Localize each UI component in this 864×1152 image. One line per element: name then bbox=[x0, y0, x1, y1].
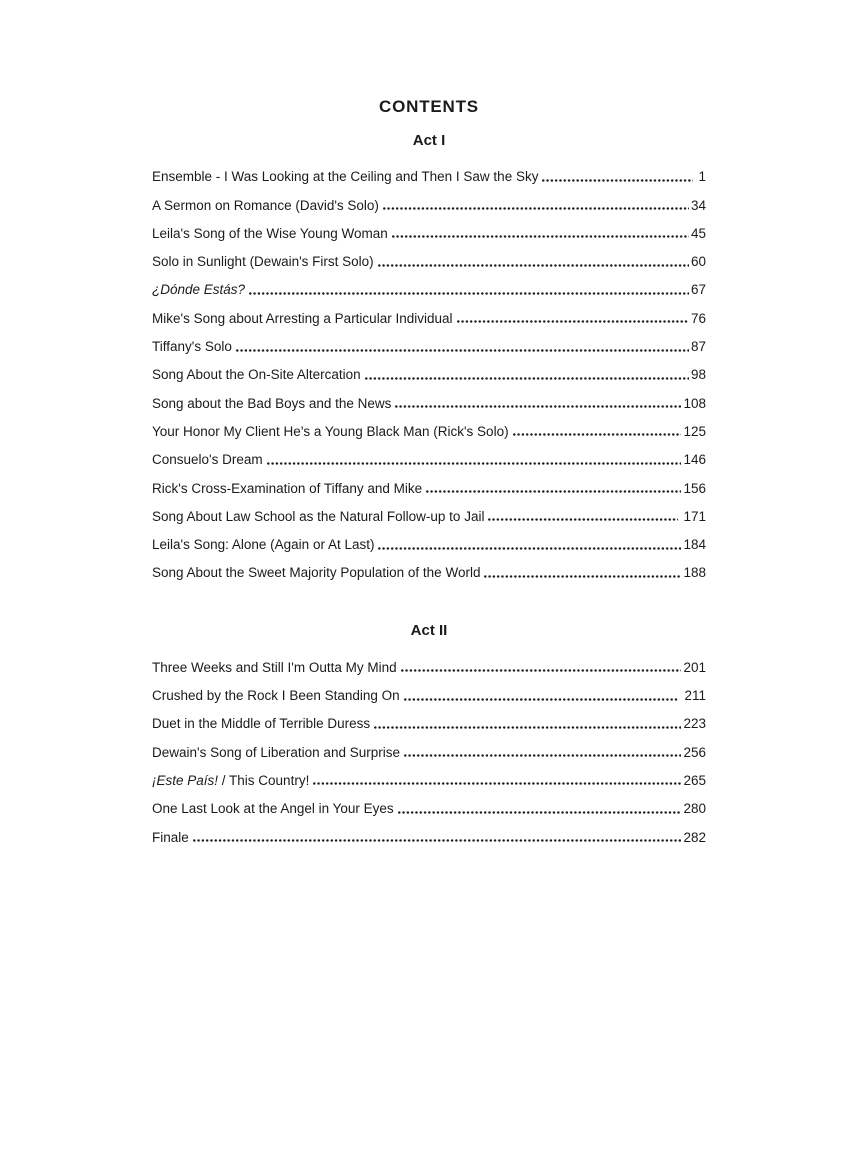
toc-entry bbox=[152, 647, 706, 675]
entry-title: Song About Law School as the Natural Follow-up to Jail bbox=[152, 508, 485, 524]
toc-entry bbox=[152, 497, 706, 525]
entry-list bbox=[152, 647, 706, 845]
entry-page-number: 171 bbox=[679, 508, 706, 524]
entry-page-number: 60 bbox=[690, 254, 706, 270]
toc-entry bbox=[152, 761, 706, 789]
page-title: CONTENTS bbox=[379, 97, 479, 116]
entry-title: Rick's Cross-Examination of Tiffany and Mike bbox=[152, 480, 423, 496]
entry-page-number: 256 bbox=[683, 744, 706, 760]
entry-title: ¿Dónde Estás? bbox=[152, 282, 246, 298]
toc-entry bbox=[152, 185, 706, 213]
entry-page-number: 98 bbox=[690, 367, 706, 383]
entry-title: Consuelo's Dream bbox=[152, 452, 263, 468]
dot-leader bbox=[398, 811, 682, 814]
dot-leader bbox=[383, 207, 689, 210]
entry-page-number: 76 bbox=[690, 310, 706, 326]
dot-leader bbox=[236, 349, 689, 352]
dot-leader bbox=[488, 518, 677, 521]
toc-entry bbox=[152, 676, 706, 704]
act-heading: Act II bbox=[410, 622, 448, 640]
entry-title: Tiffany's Solo bbox=[152, 339, 232, 355]
dot-leader bbox=[542, 179, 692, 182]
entry-page-number: 156 bbox=[683, 480, 706, 496]
entry-title: Crushed by the Rock I Been Standing On bbox=[152, 688, 400, 704]
dot-leader bbox=[378, 547, 681, 550]
toc-entry bbox=[152, 327, 706, 355]
entry-page-number: 108 bbox=[683, 395, 706, 411]
dot-leader bbox=[365, 377, 689, 380]
entry-page-number: 265 bbox=[683, 772, 706, 788]
entry-page-number: 223 bbox=[683, 716, 706, 732]
toc-entry bbox=[152, 412, 706, 440]
entry-title: Leila's Song of the Wise Young Woman bbox=[152, 225, 388, 241]
dot-leader bbox=[193, 839, 682, 842]
entry-title: Solo in Sunlight (Dewain's First Solo) bbox=[152, 254, 374, 270]
dot-leader bbox=[404, 698, 679, 701]
entry-title: Three Weeks and Still I'm Outta My Mind bbox=[152, 659, 397, 675]
toc-entry bbox=[152, 468, 706, 496]
dot-leader bbox=[513, 433, 682, 436]
entry-title: Leila's Song: Alone (Again or At Last) bbox=[152, 537, 375, 553]
toc-entry bbox=[152, 270, 706, 298]
dot-leader bbox=[374, 726, 681, 729]
entry-page-number: 1 bbox=[694, 169, 706, 185]
entry-title: ¡Este País! / This Country! bbox=[152, 772, 310, 788]
entry-title: Dewain's Song of Liberation and Surprise bbox=[152, 744, 400, 760]
entry-page-number: 87 bbox=[690, 339, 706, 355]
dot-leader bbox=[249, 292, 689, 295]
toc-entry bbox=[152, 242, 706, 270]
toc-entry bbox=[152, 355, 706, 383]
dot-leader bbox=[426, 490, 681, 493]
toc-entry bbox=[152, 817, 706, 845]
dot-leader bbox=[404, 754, 681, 757]
entry-page-number: 282 bbox=[683, 829, 706, 845]
entry-title: Ensemble - I Was Looking at the Ceiling and Then I Saw the Sky bbox=[152, 169, 539, 185]
entry-page-number: 125 bbox=[683, 423, 706, 439]
dot-leader bbox=[313, 782, 681, 785]
toc-entry bbox=[152, 553, 706, 581]
entry-page-number: 67 bbox=[690, 282, 706, 298]
dot-leader bbox=[378, 264, 689, 267]
toc-entry bbox=[152, 789, 706, 817]
act-heading: Act I bbox=[412, 132, 446, 149]
entry-list bbox=[152, 157, 706, 581]
entry-title: Duet in the Middle of Terrible Duress bbox=[152, 716, 371, 732]
dot-leader bbox=[484, 575, 681, 578]
dot-leader bbox=[395, 405, 681, 408]
toc-entry bbox=[152, 525, 706, 553]
entry-page-number: 45 bbox=[690, 225, 706, 241]
toc-entry bbox=[152, 157, 706, 185]
entry-title: Finale bbox=[152, 829, 189, 845]
entry-title: Mike's Song about Arresting a Particular Individual bbox=[152, 310, 453, 326]
toc-entry bbox=[152, 440, 706, 468]
toc-entry bbox=[152, 383, 706, 411]
entry-title: Song About the Sweet Majority Population of the World bbox=[152, 565, 481, 581]
entry-page-number: 280 bbox=[683, 801, 706, 817]
entry-page-number: 201 bbox=[683, 659, 706, 675]
toc-entry bbox=[152, 214, 706, 242]
dot-leader bbox=[401, 669, 682, 672]
toc-entry bbox=[152, 704, 706, 732]
dot-leader bbox=[267, 462, 682, 465]
dot-leader bbox=[457, 320, 689, 323]
entry-title: One Last Look at the Angel in Your Eyes bbox=[152, 801, 394, 817]
toc-section bbox=[152, 623, 706, 845]
toc-entry bbox=[152, 298, 706, 326]
dot-leader bbox=[392, 235, 689, 238]
entry-title: Your Honor My Client He's a Young Black Man (Rick's Solo) bbox=[152, 423, 509, 439]
entry-page-number: 146 bbox=[683, 452, 706, 468]
entry-title: Song About the On-Site Altercation bbox=[152, 367, 361, 383]
entry-page-number: 211 bbox=[680, 688, 706, 704]
entry-page-number: 188 bbox=[683, 565, 706, 581]
toc-entry bbox=[152, 732, 706, 760]
entry-title: A Sermon on Romance (David's Solo) bbox=[152, 197, 379, 213]
entry-page-number: 34 bbox=[690, 197, 706, 213]
table-of-contents bbox=[152, 98, 706, 846]
entry-title: Song about the Bad Boys and the News bbox=[152, 395, 392, 411]
toc-section bbox=[152, 133, 706, 581]
toc-sections bbox=[152, 133, 706, 846]
entry-page-number: 184 bbox=[683, 537, 706, 553]
